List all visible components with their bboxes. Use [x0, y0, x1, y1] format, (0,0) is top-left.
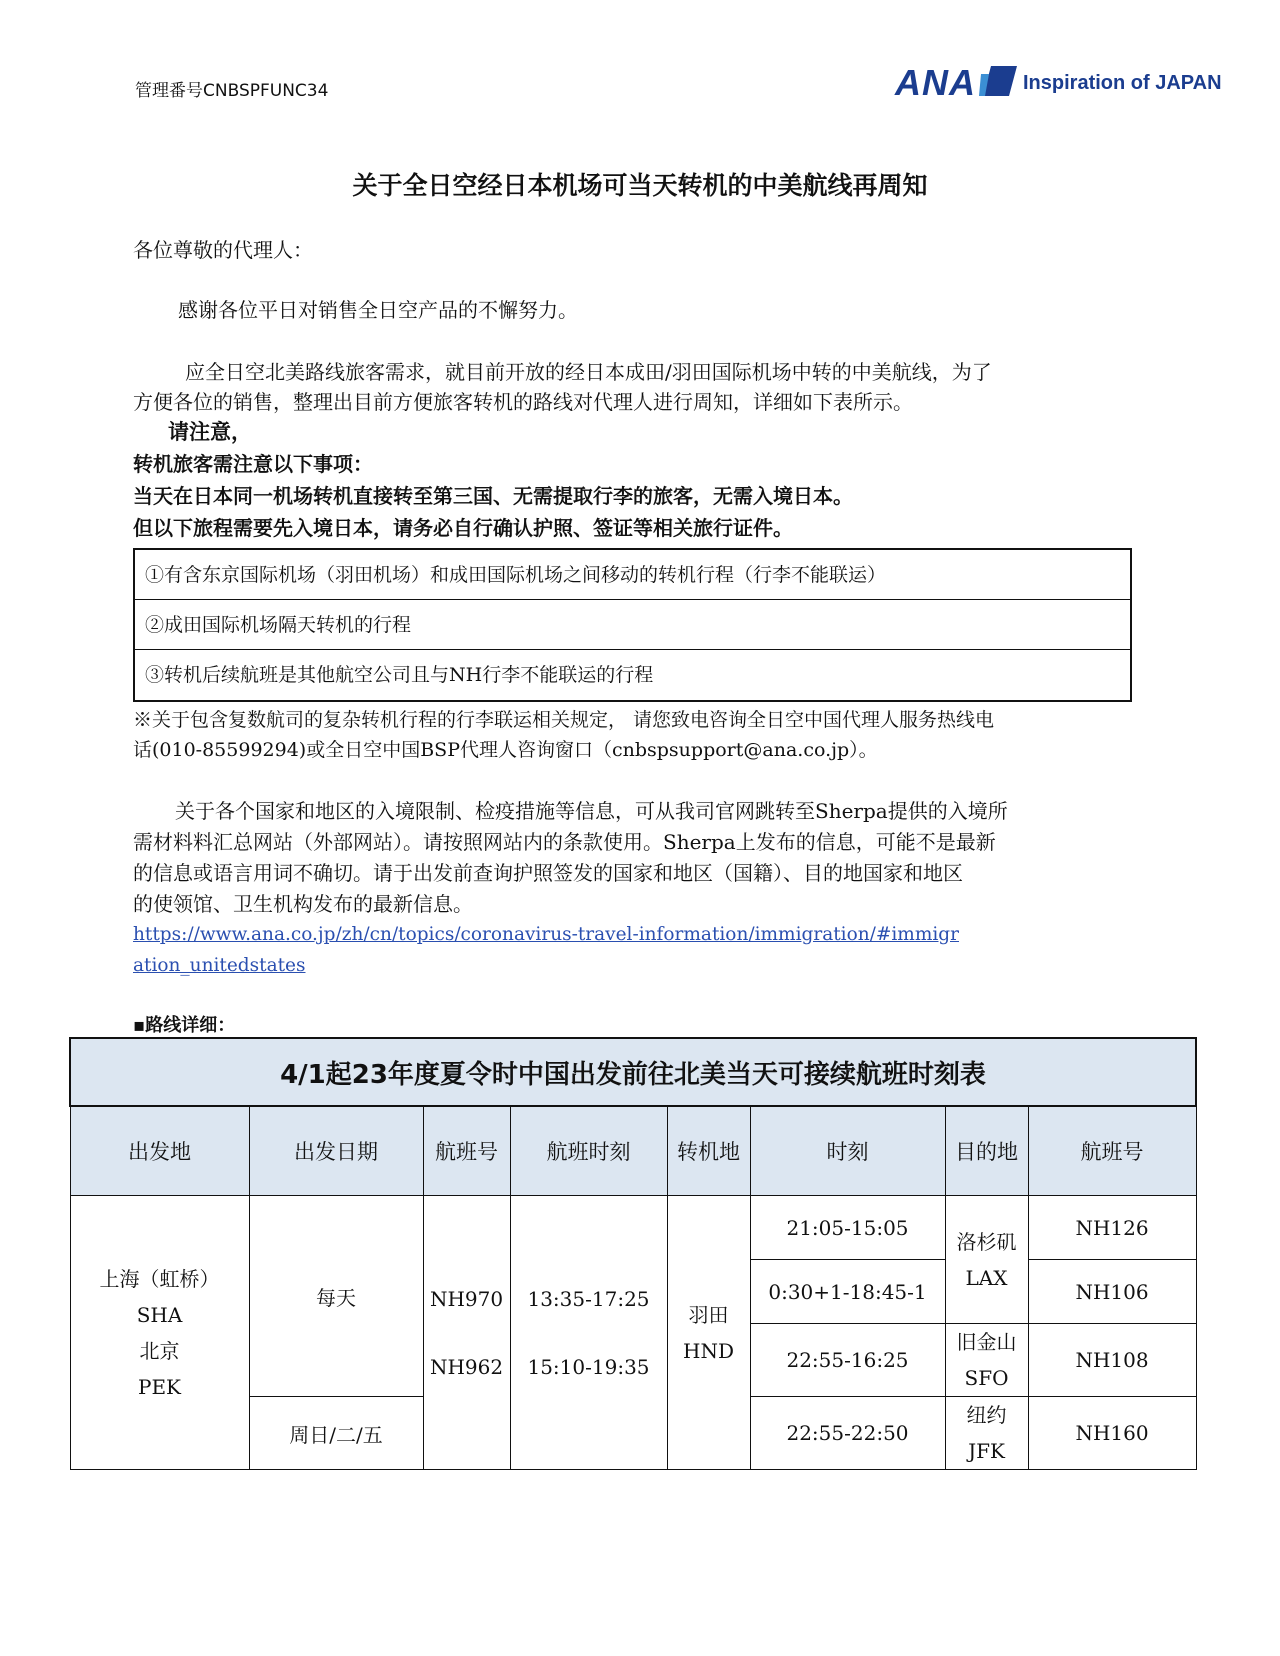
outbound-time: 13:35-17:25	[527, 1286, 650, 1311]
entry-info-line-4: 的使领馆、卫生机构发布的最新信息。	[133, 892, 473, 916]
ana-logo	[895, 62, 1225, 108]
destination-jfk-name: 纽约	[966, 1403, 1007, 1427]
connection-flight: NH126	[1028, 1196, 1196, 1260]
footnote-line-1: ※关于包含复数航司的复杂转机行程的行李联运相关规定， 请您致电咨询全日空中国代理人服务热线电	[133, 709, 995, 731]
notice-item: ②成田国际机场隔天转机的行程	[135, 600, 1130, 650]
outbound-time: 15:10-19:35	[527, 1354, 650, 1379]
col-header-date: 出发日期	[249, 1106, 423, 1196]
schedule-caption: 4/1起23年度夏令时中国出发前往北美当天可接续航班时刻表	[70, 1038, 1196, 1106]
entry-info-line-1: 关于各个国家和地区的入境限制、检疫措施等信息，可从我司官网跳转至Sherpa提供的入境所	[175, 799, 1008, 823]
notice-item: ①有含东京国际机场（羽田机场）和成田国际机场之间移动的转机行程（行李不能联运）	[135, 550, 1130, 600]
outbound-times-cell	[510, 1196, 667, 1470]
col-header-origin: 出发地	[70, 1106, 249, 1196]
route-label: ▪路线详细：	[133, 1015, 236, 1036]
ana-wordmark: ANA	[895, 62, 976, 103]
destination-sfo-code: SFO	[964, 1366, 1009, 1390]
notice-line-1: 转机旅客需注意以下事项：	[133, 452, 373, 476]
page-title: 关于全日空经日本机场可当天转机的中美航线再周知	[352, 171, 928, 200]
col-header-time: 时刻	[750, 1106, 945, 1196]
col-header-transit: 转机地	[667, 1106, 750, 1196]
connection-time: 22:55-16:25	[750, 1324, 945, 1397]
col-header-connecting-flight: 航班号	[1028, 1106, 1196, 1196]
transit-name: 羽田	[688, 1302, 729, 1327]
col-header-destination: 目的地	[945, 1106, 1028, 1196]
intro-line-2: 方便各位的销售，整理出目前方便旅客转机的路线对代理人进行周知，详细如下表所示。	[133, 390, 913, 414]
immigration-link[interactable]: https://www.ana.co.jp/zh/cn/topics/coronavirus-travel-information/immigration/#immigr	[133, 924, 959, 945]
origin-sha-name: 上海（虹桥）	[99, 1266, 220, 1291]
destination-jfk	[945, 1397, 1028, 1470]
entry-info-line-2: 需材料料汇总网站（外部网站）。请按照网站内的条款使用。Sherpa上发布的信息，可能不是最新	[133, 830, 996, 854]
origin-pek-code: PEK	[138, 1374, 181, 1399]
logo-tagline: Inspiration of JAPAN	[1023, 72, 1222, 94]
salutation: 各位尊敬的代理人：	[133, 238, 313, 262]
intro-line-1: 应全日空北美路线旅客需求，就目前开放的经日本成田/羽田国际机场中转的中美航线，为了	[185, 360, 992, 384]
notice-heading: 请注意，	[168, 420, 252, 444]
destination-sfo-name: 旧金山	[956, 1330, 1017, 1354]
origin-pek-name: 北京	[139, 1338, 180, 1363]
notice-line-3: 但以下旅程需要先入境日本，请务必自行确认护照、签证等相关旅行证件。	[133, 516, 793, 540]
outbound-flight: NH962	[429, 1354, 504, 1379]
connection-time: 22:55-22:50	[750, 1397, 945, 1470]
entry-info-line-3: 的信息或语言用词不确切。请于出发前查询护照签发的国家和地区（国籍）、目的地国家和地区	[133, 861, 963, 885]
col-header-flight: 航班号	[423, 1106, 510, 1196]
schedule-table	[69, 1037, 1197, 1470]
outbound-flights-cell	[423, 1196, 510, 1470]
ana-stripes-icon	[979, 66, 1017, 96]
thanks-paragraph: 感谢各位平日对销售全日空产品的不懈努力。	[178, 298, 578, 322]
col-header-flight-time: 航班时刻	[510, 1106, 667, 1196]
outbound-flight: NH970	[429, 1286, 504, 1311]
origin-sha-code: SHA	[136, 1302, 183, 1327]
destination-sfo	[945, 1324, 1028, 1397]
notice-line-2: 当天在日本同一机场转机直接转至第三国、无需提取行李的旅客，无需入境日本。	[133, 484, 853, 508]
footnote-line-2: 话(010-85599294)或全日空中国BSP代理人咨询窗口（cnbspsupport@ana.co.jp）。	[133, 739, 878, 761]
notice-items-box	[133, 548, 1132, 702]
connection-time: 21:05-15:05	[750, 1196, 945, 1260]
date-daily: 每天	[249, 1196, 423, 1397]
destination-lax-code: LAX	[965, 1265, 1008, 1290]
notice-item: ③转机后续航班是其他航空公司且与NH行李不能联运的行程	[145, 664, 654, 686]
destination-lax-name: 洛杉矶	[956, 1229, 1017, 1254]
connection-flight: NH106	[1028, 1260, 1196, 1324]
destination-lax	[945, 1196, 1028, 1324]
destination-jfk-code: JFK	[968, 1439, 1005, 1463]
origin-cell	[70, 1196, 249, 1470]
transit-cell	[667, 1196, 750, 1470]
date-weekly: 周日/二/五	[249, 1397, 423, 1470]
connection-flight: NH108	[1028, 1324, 1196, 1397]
transit-code: HND	[683, 1338, 734, 1363]
connection-flight: NH160	[1028, 1397, 1196, 1470]
immigration-link-continued[interactable]: ation_unitedstates	[133, 955, 306, 976]
connection-time: 0:30+1-18:45-1	[750, 1260, 945, 1324]
document-id: 管理番号CNBSPFUNC34	[135, 81, 329, 101]
